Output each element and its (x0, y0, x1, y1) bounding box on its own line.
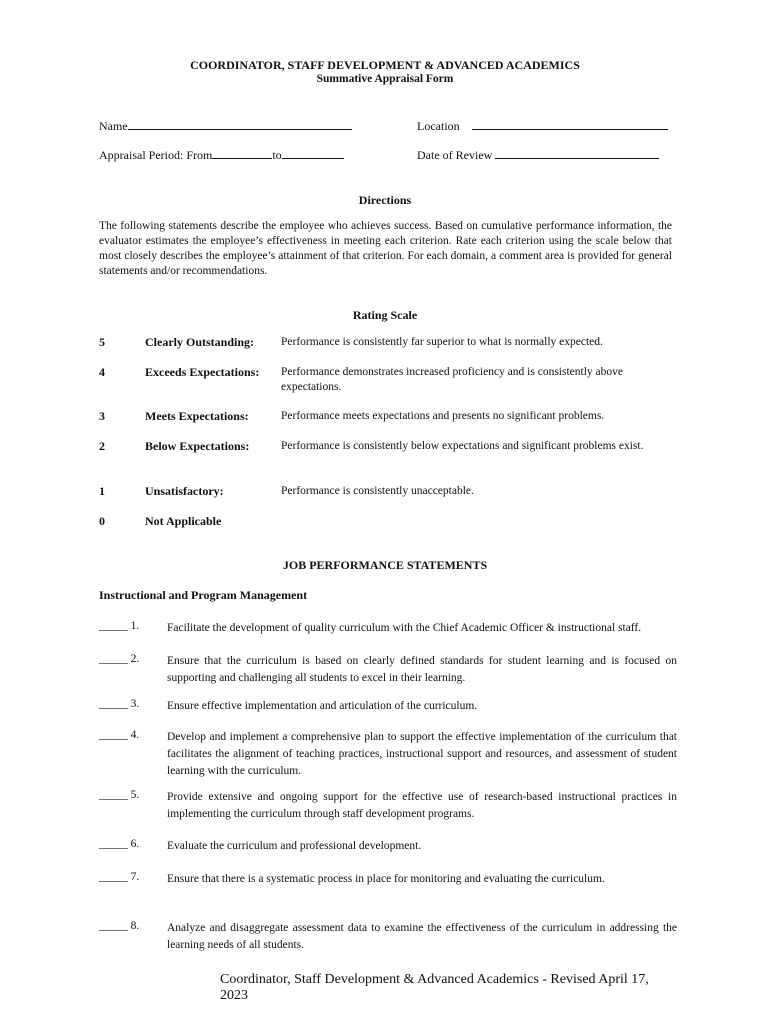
review-field-row (417, 147, 659, 163)
statement-7-rating-blank[interactable]: _____ 7. (99, 871, 140, 883)
period-to-input-line[interactable] (282, 147, 344, 159)
statement-7-text: Ensure that there is a systematic process in place for monitoring and evaluating the curriculum. (167, 873, 605, 885)
rating-desc-1: Performance is consistently unacceptable. (281, 485, 474, 497)
period-from-input-line[interactable] (212, 147, 272, 159)
statement-8-text: Analyze and disaggregate assessment data to examine the effectiveness of the curriculum in addressing the learning needs of all students. (167, 922, 677, 951)
location-label: Location (417, 119, 460, 133)
name-label: Name (99, 119, 128, 133)
rating-desc-2: Performance is consistently below expectations and significant problems exist. (281, 440, 644, 452)
rating-score-4: 4 (99, 365, 105, 379)
location-field-row (417, 118, 668, 134)
page-footer: Coordinator, Staff Development & Advanced Academics - Revised April 17, 2023 (220, 972, 649, 1003)
statement-6-text: Evaluate the curriculum and professional development. (167, 840, 422, 852)
statement-5-text: Provide extensive and ongoing support for the effective use of research-based instructional practices in implementing the curriculum through staff development programs. (167, 791, 677, 820)
name-field-row (99, 118, 352, 134)
statement-6-rating-blank[interactable]: _____ 6. (99, 838, 140, 850)
rating-score-2: 2 (99, 439, 105, 453)
location-input-line[interactable] (472, 118, 668, 130)
rating-desc-3: Performance meets expectations and presents no significant problems. (281, 410, 605, 422)
name-input-line[interactable] (128, 118, 352, 130)
directions-heading: Directions (358, 193, 412, 207)
review-date-input-line[interactable] (495, 147, 659, 159)
statement-4-rating-blank[interactable]: _____ 4. (99, 729, 140, 741)
rating-score-0: 0 (99, 514, 105, 528)
review-date-label: Date of Review (417, 148, 493, 162)
statement-3-text: Ensure effective implementation and articulation of the curriculum. (167, 700, 478, 712)
statement-3-rating-blank[interactable]: _____ 3. (99, 698, 140, 710)
rating-label-4: Exceeds Expectations: (145, 365, 260, 379)
rating-label-5: Clearly Outstanding: (145, 335, 255, 349)
period-field-row (99, 147, 344, 163)
rating-desc-4: Performance demonstrates increased proficiency and is consistently above expectations. (281, 366, 624, 393)
statement-2-rating-blank[interactable]: _____ 2. (99, 653, 140, 665)
job-performance-heading: JOB PERFORMANCE STATEMENTS (282, 558, 488, 572)
statement-4-text: Develop and implement a comprehensive plan to support the effective implementation of the curriculum that facilitates the alignment of teaching practices, instructional support and resources, and assessment of student learning with the curriculum. (167, 731, 677, 777)
statement-1-rating-blank[interactable]: _____ 1. (99, 620, 140, 632)
period-to-label: to (272, 148, 282, 162)
rating-score-1: 1 (99, 484, 105, 498)
directions-text: The following statements describe the employee who achieves success. Based on cumulative performance information, the evaluator estimates the employee’s effectiveness in meeting each criterion. Rate each criterion using the scale below that most closely describes the employee’s attainment of that criterion. For each domain, a comment area is provided for general statements and/or recommendations. (99, 220, 672, 277)
rating-desc-5: Performance is consistently far superior to what is normally expected. (281, 336, 603, 348)
form-title: COORDINATOR, STAFF DEVELOPMENT & ADVANCED ACADEMICS (190, 58, 580, 72)
period-from-label: Appraisal Period: From (99, 148, 213, 162)
statement-8-rating-blank[interactable]: _____ 8. (99, 920, 140, 932)
rating-score-3: 3 (99, 409, 105, 423)
statement-2-text: Ensure that the curriculum is based on clearly defined standards for student learning and is focused on supporting and challenging all students to excel in their learning. (167, 655, 677, 684)
rating-label-1: Unsatisfactory: (145, 484, 224, 498)
form-subtitle: Summative Appraisal Form (316, 73, 454, 85)
statement-1-text: Facilitate the development of quality curriculum with the Chief Academic Officer & instructional staff. (167, 622, 642, 634)
rating-label-2: Below Expectations: (145, 439, 250, 453)
rating-scale-heading: Rating Scale (352, 308, 418, 322)
section-heading: Instructional and Program Management (99, 588, 308, 602)
rating-score-5: 5 (99, 335, 105, 349)
rating-label-3: Meets Expectations: (145, 409, 249, 423)
rating-label-0: Not Applicable (145, 514, 222, 528)
statement-5-rating-blank[interactable]: _____ 5. (99, 789, 140, 801)
